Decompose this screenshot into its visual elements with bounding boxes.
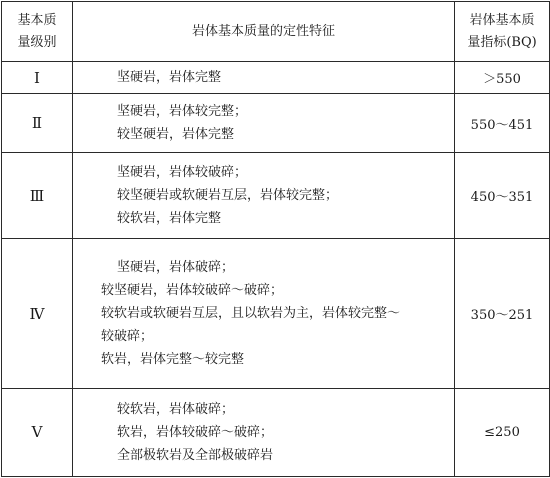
table-row-grade-4 bbox=[2, 239, 550, 388]
index-cell: ＞550 bbox=[455, 62, 550, 94]
grade-cell: Ⅳ bbox=[2, 239, 73, 388]
feature-cell bbox=[73, 239, 455, 388]
feature-header: 岩体基本质量的定性特征 bbox=[73, 2, 455, 62]
index-cell: ≤250 bbox=[455, 388, 550, 476]
grade-header bbox=[2, 2, 73, 62]
table-row-grade-2 bbox=[2, 94, 550, 153]
index-cell: 550～451 bbox=[455, 94, 550, 153]
feature-line: 软岩，岩体完整～较完整 bbox=[101, 352, 245, 368]
feature-line: 坚硬岩，岩体较完整； bbox=[117, 104, 248, 120]
feature-cell bbox=[73, 62, 455, 94]
feature-line: 较破碎； bbox=[101, 329, 154, 345]
feature-line: 较坚硬岩，岩体较破碎～破碎； bbox=[101, 283, 284, 299]
feature-line: 坚硬岩，岩体完整 bbox=[117, 70, 222, 86]
index-cell: 450～351 bbox=[455, 153, 550, 239]
feature-line: 坚硬岩，岩体破碎； bbox=[117, 260, 235, 276]
grade-cell: Ⅰ bbox=[2, 62, 73, 94]
grade-cell: Ⅴ bbox=[2, 388, 73, 476]
table-row-grade-3 bbox=[2, 153, 550, 239]
feature-line: 软岩，岩体较破碎～破碎； bbox=[117, 424, 274, 440]
feature-cell bbox=[73, 94, 455, 153]
header-row bbox=[2, 2, 550, 62]
feature-line: 较软岩或软硬岩互层，且以软岩为主，岩体较完整～ bbox=[101, 306, 401, 322]
grade-header-line-1: 基本质 bbox=[17, 12, 57, 28]
table-row-grade-1 bbox=[2, 62, 550, 94]
index-header-line-2: 量指标(BQ) bbox=[467, 34, 537, 50]
grade-cell: Ⅱ bbox=[2, 94, 73, 153]
feature-line: 全部极软岩及全部极破碎岩 bbox=[117, 447, 274, 463]
index-header-line-1: 岩体基本质 bbox=[469, 12, 535, 28]
feature-line: 较坚硬岩或软硬岩互层，岩体较完整； bbox=[117, 188, 339, 204]
index-header bbox=[455, 2, 550, 62]
grade-cell: Ⅲ bbox=[2, 153, 73, 239]
feature-line: 较软岩，岩体破碎； bbox=[117, 401, 235, 417]
feature-cell bbox=[73, 388, 455, 476]
feature-line: 较坚硬岩，岩体完整 bbox=[117, 127, 235, 143]
table-row-grade-5 bbox=[2, 388, 550, 476]
rock-mass-quality-table bbox=[1, 1, 550, 477]
feature-line: 较软岩，岩体完整 bbox=[117, 211, 222, 227]
feature-line: 坚硬岩，岩体较破碎； bbox=[117, 165, 248, 181]
grade-header-line-2: 量级别 bbox=[17, 34, 57, 50]
feature-cell bbox=[73, 153, 455, 239]
index-cell: 350～251 bbox=[455, 239, 550, 388]
